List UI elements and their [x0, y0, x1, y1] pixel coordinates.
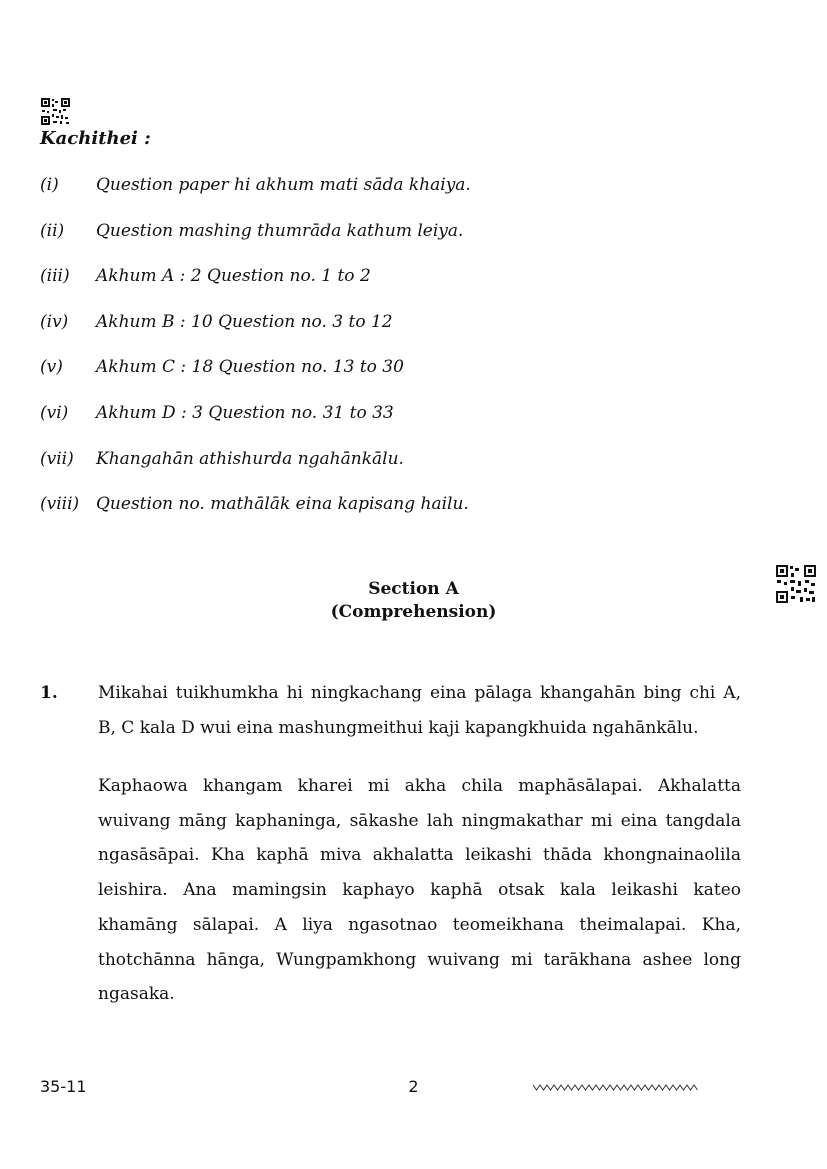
instruction-text: Khangahān athishurda ngahānkālu.	[96, 448, 404, 469]
instruction-item	[40, 265, 760, 311]
instruction-number: (iii)	[40, 266, 70, 287]
instruction-item	[40, 356, 760, 402]
instruction-number: (vi)	[40, 402, 69, 423]
question-prompt: Mikahai tuikhumkha hi ningkachang eina pālaga khangahān bing chi A, B, C kala D wui eina mashungmeithui kaji kapangkhuida ngahānkālu.	[98, 683, 741, 738]
instruction-item	[40, 493, 760, 539]
instruction-number: (viii)	[40, 494, 80, 515]
wavy-line-decoration	[533, 1082, 699, 1092]
instruction-item	[40, 402, 760, 448]
page-number: 2	[408, 1077, 419, 1096]
instruction-item	[40, 448, 760, 494]
instruction-number: (ii)	[40, 220, 65, 241]
section-heading	[0, 578, 827, 624]
paper-code: 35-11	[40, 1077, 87, 1096]
instruction-text: Akhum D : 3 Question no. 31 to 33	[96, 402, 394, 423]
comprehension-passage: Kaphaowa khangam kharei mi akha chila maphāsālapai. Akhalatta wuivang māng kaphaninga, sākashe lah ningmakathar mi eina tangdala ngasāsāpai. Kha kaphā miva akhalatta leikashi thāda khongnainaolila leishira. Ana mamingsin kaphayo kaphā otsak kala leikashi kateo khamāng sālapai. A liya ngasotnao teomeikhana theimalapai. Kha, thotchānna hānga, Wungpamkhong wuivang mi tarākhana ashee long ngasaka.	[98, 776, 741, 1005]
section-subtitle: (Comprehension)	[330, 602, 497, 622]
instruction-text: Question no. mathālāk eina kapisang hailu.	[96, 494, 469, 515]
question-1	[40, 676, 741, 1012]
instruction-number: (iv)	[40, 311, 69, 332]
instruction-item	[40, 174, 760, 220]
question-number: 1.	[40, 683, 58, 703]
instruction-text: Question paper hi akhum mati sāda khaiya.	[96, 175, 471, 195]
instructions-list	[40, 174, 760, 539]
instruction-text: Akhum A : 2 Question no. 1 to 2	[96, 266, 371, 287]
qr-code-small	[41, 98, 70, 125]
instruction-text: Akhum C : 18 Question no. 13 to 30	[96, 357, 404, 378]
instruction-item	[40, 311, 760, 357]
instruction-item	[40, 220, 760, 266]
instruction-text: Akhum B : 10 Question no. 3 to 12	[96, 311, 393, 332]
instruction-number: (i)	[40, 175, 59, 195]
instructions-heading: Kachithei :	[40, 128, 151, 149]
instruction-number: (v)	[40, 357, 63, 378]
instruction-number: (vii)	[40, 448, 74, 469]
instruction-text: Question mashing thumrāda kathum leiya.	[96, 220, 464, 241]
section-title: Section A	[368, 579, 459, 599]
